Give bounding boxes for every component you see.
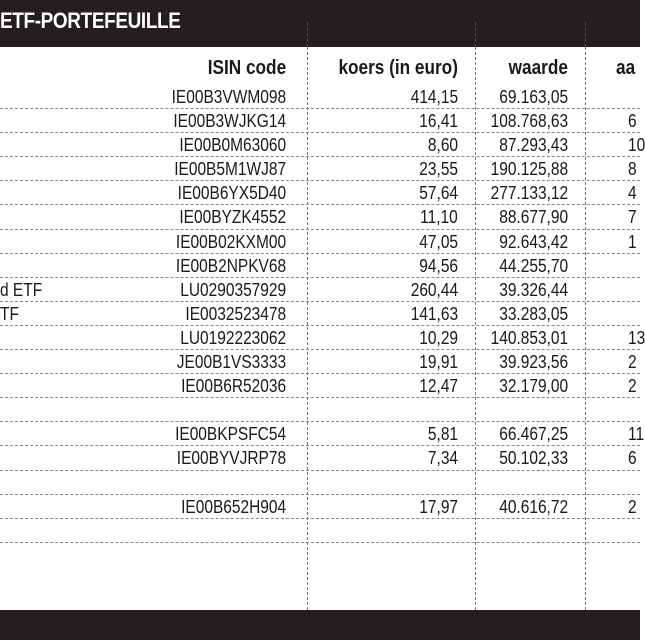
header-aantal: aa: [616, 57, 636, 79]
bottom-bar: [0, 610, 640, 640]
koers-cell: 141,63: [410, 303, 458, 324]
header-waarde: waarde: [508, 57, 568, 79]
table-row: [0, 157, 640, 181]
header-isin: ISIN code: [207, 57, 286, 79]
isin-cell: IE00BYVJRP78: [176, 448, 286, 469]
waarde-cell: 44.255,70: [499, 255, 568, 276]
table-row: [0, 446, 640, 470]
isin-cell: IE00B5M1WJ87: [174, 159, 286, 180]
aantal-cell: 10: [628, 135, 645, 156]
waarde-cell: 69.163,05: [499, 87, 568, 107]
waarde-cell: 108.768,63: [490, 111, 568, 132]
table-row: [0, 230, 640, 254]
isin-cell: LU0192223062: [180, 327, 286, 348]
isin-cell: IE00B6R52036: [180, 376, 286, 397]
aantal-cell: 11: [628, 424, 645, 445]
waarde-cell: 40.616,72: [499, 496, 568, 517]
etf-name-cell: TF: [0, 303, 19, 324]
waarde-cell: 88.677,90: [499, 207, 568, 228]
aantal-cell: 2: [628, 496, 637, 517]
koers-cell: 7,34: [427, 448, 458, 469]
waarde-cell: 32.179,00: [499, 376, 568, 397]
waarde-cell: 92.643,42: [499, 231, 568, 252]
koers-cell: 260,44: [410, 279, 458, 300]
waarde-cell: 66.467,25: [499, 424, 568, 445]
isin-cell: IE0032523478: [185, 303, 286, 324]
koers-cell: 57,64: [419, 183, 458, 204]
koers-cell: 94,56: [419, 255, 458, 276]
waarde-cell: 140.853,01: [490, 327, 568, 348]
table-row: [0, 350, 640, 374]
aantal-cell: 1: [628, 231, 637, 252]
table-row: [0, 205, 640, 229]
koers-cell: 19,91: [419, 352, 458, 373]
table-row: [0, 398, 640, 422]
koers-cell: 12,47: [419, 376, 458, 397]
koers-cell: 5,81: [427, 424, 458, 445]
table-row: [0, 519, 640, 543]
table-row: [0, 326, 645, 350]
isin-cell: IE00B3VWM098: [171, 87, 286, 107]
waarde-cell: 277.133,12: [490, 183, 568, 204]
isin-cell: IE00BYZK4552: [179, 207, 286, 228]
isin-cell: IE00BKPSFC54: [174, 424, 286, 445]
aantal-cell: 2: [628, 376, 637, 397]
etf-name-cell: d ETF: [0, 279, 43, 300]
koers-cell: 47,05: [419, 231, 458, 252]
koers-cell: 414,15: [410, 87, 458, 107]
koers-cell: 8,60: [427, 135, 458, 156]
aantal-cell: 6: [628, 111, 637, 132]
table-body: [0, 85, 645, 543]
title-bar: [0, 0, 640, 47]
waarde-cell: 50.102,33: [499, 448, 568, 469]
koers-cell: 23,55: [419, 159, 458, 180]
header-koers: koers (in euro): [338, 57, 458, 79]
table-row: [0, 109, 640, 133]
table-row: [0, 181, 640, 205]
koers-cell: 17,97: [419, 496, 458, 517]
column-divider: [307, 22, 308, 47]
waarde-cell: 190.125,88: [490, 159, 568, 180]
isin-cell: IE00B652H904: [180, 496, 286, 517]
koers-cell: 10,29: [419, 327, 458, 348]
isin-cell: IE00B3WJKG14: [173, 111, 286, 132]
aantal-cell: 13: [628, 327, 645, 348]
isin-cell: IE00B0M63060: [179, 135, 286, 156]
column-divider: [475, 22, 476, 47]
table-row: [0, 133, 645, 157]
table-row: [0, 302, 640, 326]
isin-cell: JE00B1VS3333: [176, 352, 286, 373]
table-row: [0, 85, 640, 109]
isin-cell: IE00B6YX5D40: [177, 183, 286, 204]
isin-cell: IE00B2NPKV68: [175, 255, 286, 276]
waarde-cell: 39.326,44: [499, 279, 568, 300]
koers-cell: 16,41: [419, 111, 458, 132]
aantal-cell: 7: [628, 207, 637, 228]
waarde-cell: 33.283,05: [499, 303, 568, 324]
isin-cell: LU0290357929: [180, 279, 286, 300]
aantal-cell: 8: [628, 159, 637, 180]
column-divider: [585, 22, 586, 47]
koers-cell: 11,10: [420, 207, 458, 228]
table-title: ETF-PORTEFEUILLE: [0, 8, 181, 33]
aantal-cell: 6: [628, 448, 637, 469]
table-row: [0, 471, 640, 495]
table-row: [0, 374, 640, 398]
aantal-cell: 2: [628, 352, 637, 373]
header-row: [0, 47, 640, 85]
waarde-cell: 87.293,43: [499, 135, 568, 156]
table-row: [0, 254, 640, 278]
isin-cell: IE00B02KXM00: [175, 231, 286, 252]
table-row: [0, 495, 640, 519]
table-row: [0, 278, 640, 302]
waarde-cell: 39.923,56: [499, 352, 568, 373]
aantal-cell: 4: [628, 183, 637, 204]
table-row: [0, 422, 645, 446]
